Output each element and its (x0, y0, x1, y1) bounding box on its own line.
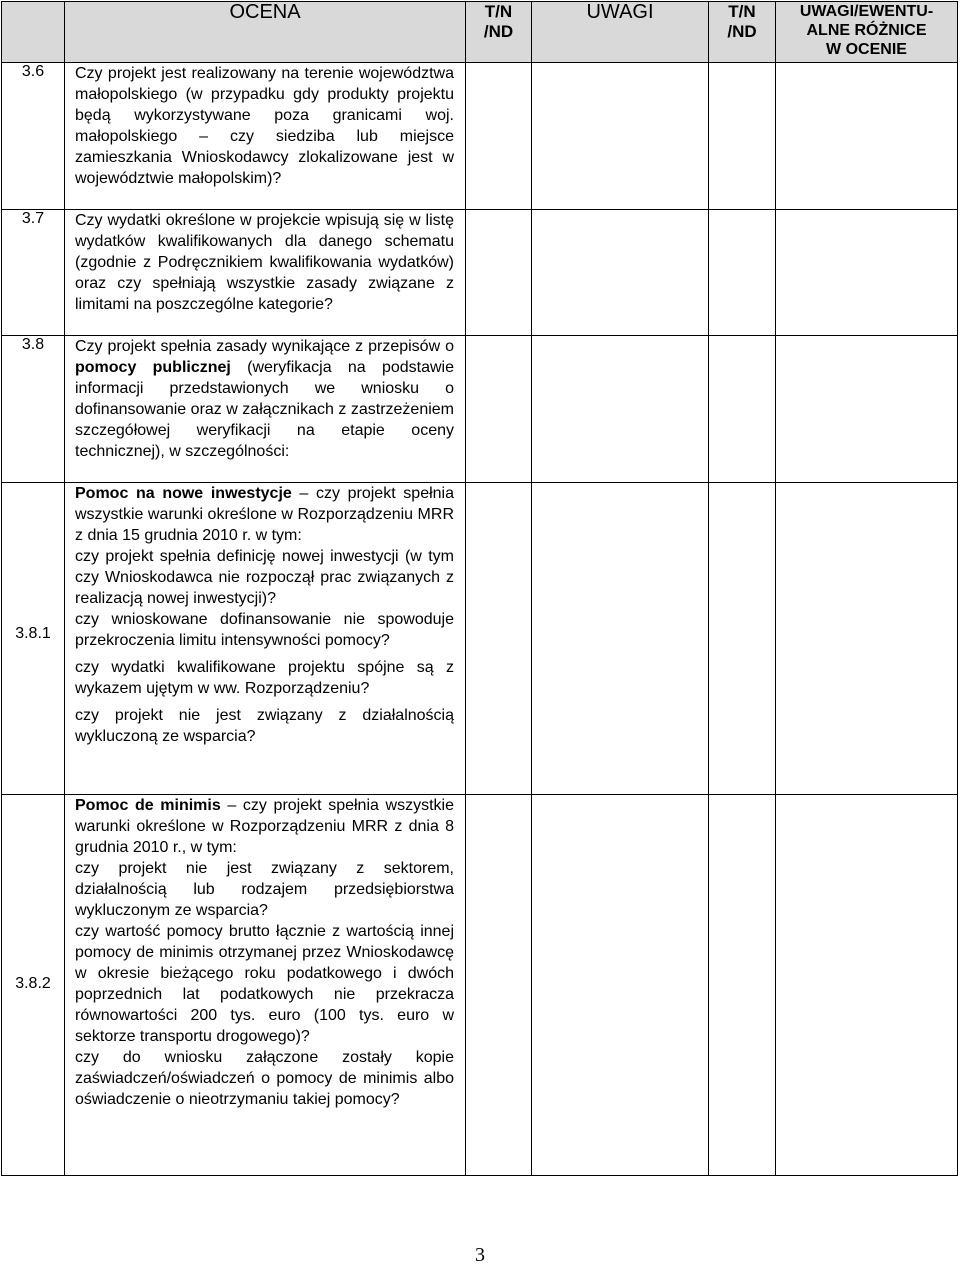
tn-cell[interactable] (466, 63, 532, 210)
row-number: 3.8.2 (2, 795, 65, 1176)
tn-cell[interactable] (709, 483, 776, 795)
criterion-intro (65, 483, 465, 546)
row-number: 3.8 (2, 336, 65, 483)
criterion-paragraph: Czy projekt jest realizowany na terenie województwa małopolskiego (w przypadku gdy produkty projektu będą wykorzystywane poza granicami woj. małopolskiego – czy siedziba lub miejsce zamieszkania Wnioskodawcy zlokalizowane jest w województwie małopolskim)? (75, 65, 454, 187)
roznice-cell[interactable] (776, 483, 958, 795)
tn-cell[interactable] (466, 210, 532, 336)
criterion-text (65, 336, 466, 483)
criterion-subitem: czy projekt nie jest związany z sektorem, działalnością lub rodzajem przedsiębiorstwa wykluczonym ze wsparcia? (75, 860, 454, 919)
tn-cell[interactable] (709, 210, 776, 336)
criterion-text (65, 483, 466, 795)
header-roznice-line3: W OCENIE (826, 41, 907, 58)
header-uwagi: UWAGI (532, 2, 709, 63)
table-header-row (2, 2, 958, 63)
header-tn-2-line1: T/N (728, 2, 756, 21)
evaluation-table (1, 1, 958, 1176)
uwagi-cell[interactable] (532, 210, 709, 336)
tn-cell[interactable] (466, 795, 532, 1176)
criterion-paragraph: Czy wydatki określone w projekcie wpisują się w listę wydatków kwalifikowanych dla danego schematu (zgodnie z Podręcznikiem kwalifikowania wydatków) oraz czy spełniają wszystkie zasady związane z limitami na poszczególne kategorie? (75, 212, 454, 313)
criterion-subitem: czy do wniosku załączone zostały kopie zaświadczeń/oświadczeń o pomocy de minimis albo oświadczenie o nieotrzymaniu takiej pomocy? (75, 1049, 454, 1108)
header-roznice-line1: UWAGI/EWENTU- (799, 3, 934, 20)
criterion-subitem: czy wartość pomocy brutto łącznie z wartością innej pomocy de minimis otrzymanej przez Wnioskodawcę w okresie bieżącego roku podatkowego i dwóch poprzednich lat podatkowych nie przekracza równowartości 200 tys. euro (100 tys. euro w sektorze transportu drogowego)? (75, 923, 454, 1045)
table-row-3-6 (2, 63, 958, 210)
row-number: 3.7 (2, 210, 65, 336)
header-tn-1-line1: T/N (484, 2, 513, 21)
header-empty-cell (2, 2, 65, 63)
row-number: 3.8.1 (2, 483, 65, 795)
criterion-subitem: czy projekt spełnia definicję nowej inwestycji (w tym czy Wnioskodawca nie rozpoczął prac związanych z realizacją nowej inwestycji)? (75, 548, 454, 607)
criterion-subitem: czy wnioskowane dofinansowanie nie spowoduje przekroczenia limitu intensywności pomocy? (75, 611, 454, 649)
roznice-cell[interactable] (776, 210, 958, 336)
criterion-text-part: – czy projekt spełnia wszystkie warunki określone w Rozporządzeniu MRR z dnia 15 grudnia 2010 r. w tym: (75, 485, 454, 544)
header-tn-1-line2: /ND (483, 22, 514, 41)
table-row-3-8-1 (2, 483, 958, 795)
uwagi-cell[interactable] (532, 336, 709, 483)
header-roznice-line2: ALNE RÓŻNICE (806, 22, 927, 39)
roznice-cell[interactable] (776, 795, 958, 1176)
criterion-paragraph (65, 336, 465, 462)
header-ocena: OCENA (65, 2, 466, 63)
roznice-cell[interactable] (776, 63, 958, 210)
uwagi-cell[interactable] (532, 483, 709, 795)
criterion-intro (65, 795, 465, 858)
uwagi-cell[interactable] (532, 795, 709, 1176)
criterion-bold-term: Pomoc de minimis (75, 797, 221, 814)
tn-cell[interactable] (709, 795, 776, 1176)
row-number: 3.6 (2, 63, 65, 210)
uwagi-cell[interactable] (532, 63, 709, 210)
tn-cell[interactable] (709, 336, 776, 483)
table-row-3-7 (2, 210, 958, 336)
criterion-text (65, 795, 466, 1176)
roznice-cell[interactable] (776, 336, 958, 483)
header-uwagi-roznice (776, 2, 958, 63)
criterion-bold-term: Pomoc na nowe inwestycje (75, 485, 292, 502)
criterion-subitem: czy wydatki kwalifikowane projektu spójne są z wykazem ujętym w ww. Rozporządzeniu? (75, 659, 454, 697)
header-tn-2-line2: /ND (727, 22, 757, 41)
criterion-bold-term: pomocy publicznej (75, 359, 231, 376)
tn-cell[interactable] (466, 483, 532, 795)
table-row-3-8-2 (2, 795, 958, 1176)
tn-cell[interactable] (466, 336, 532, 483)
tn-cell[interactable] (709, 63, 776, 210)
criterion-subitem: czy projekt nie jest związany z działalnością wykluczoną ze wsparcia? (75, 707, 454, 745)
criterion-text-part: Czy projekt spełnia zasady wynikające z przepisów o (75, 338, 454, 355)
header-tn-1 (466, 2, 532, 63)
criterion-text-part: – czy projekt spełnia wszystkie warunki określone w Rozporządzeniu MRR z dnia 8 grudnia 2010 r., w tym: (75, 797, 454, 856)
criterion-text-part: (weryfikacja na podstawie informacji przedstawionych we wniosku o dofinansowanie oraz w załącznikach z zastrzeżeniem szczegółowej weryfikacji na etapie oceny technicznej), w szczególności: (75, 359, 455, 460)
criterion-text (65, 210, 466, 336)
header-tn-2 (709, 2, 776, 63)
table-row-3-8 (2, 336, 958, 483)
page-number: 3 (475, 1244, 485, 1266)
criterion-text (65, 63, 466, 210)
